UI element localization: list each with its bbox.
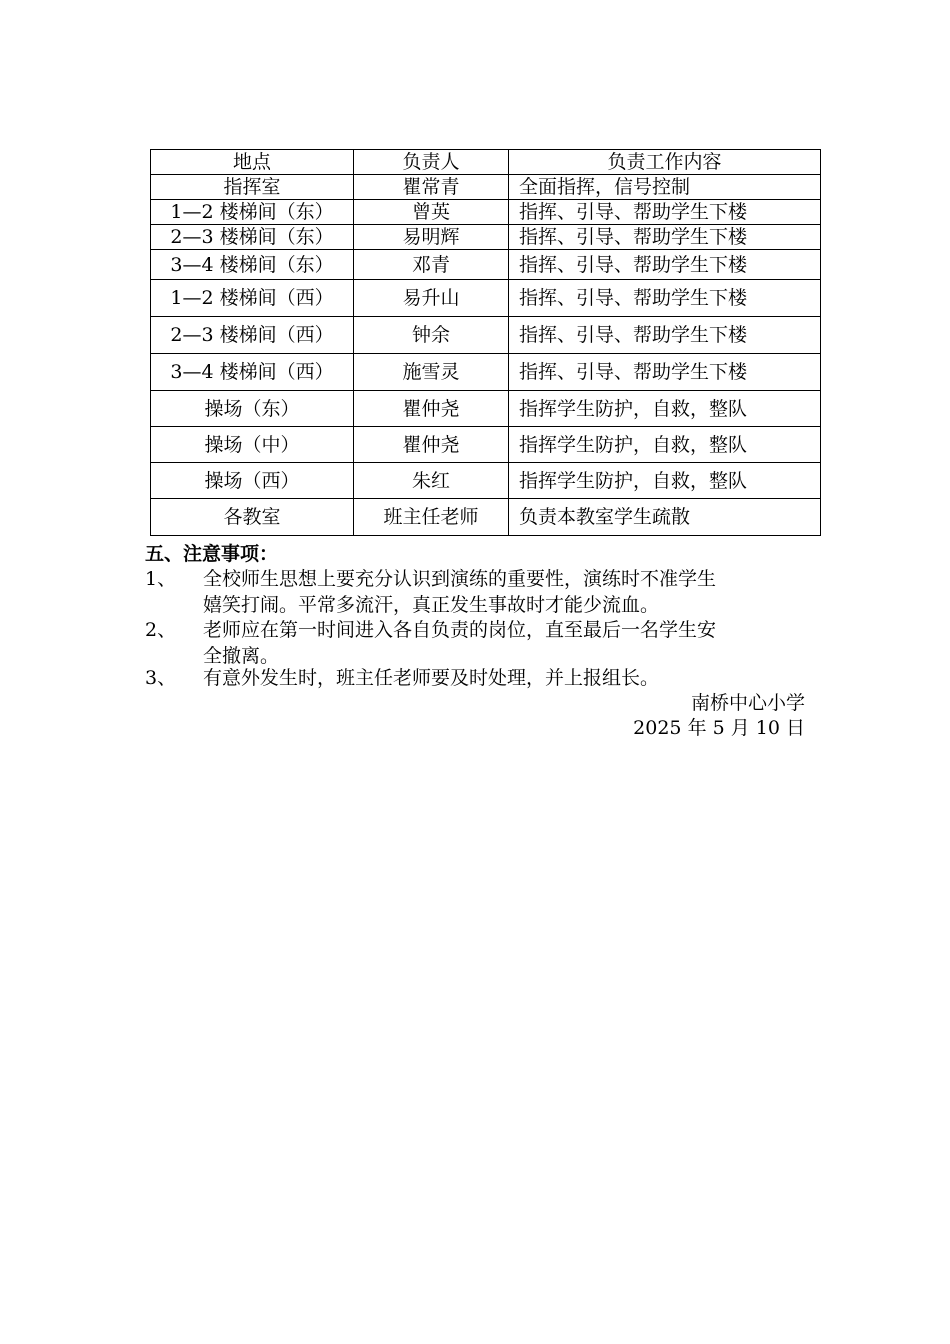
note-number: 2、 (145, 619, 177, 641)
table-row (151, 391, 821, 427)
cell-location: 操场（东） (151, 391, 354, 427)
cell-duty: 指挥、引导、帮助学生下楼 (509, 250, 821, 280)
cell-person: 瞿仲尧 (354, 391, 509, 427)
cell-person: 瞿仲尧 (354, 427, 509, 463)
cell-location: 1—2 楼梯间（东） (151, 200, 354, 225)
duty-table (150, 149, 821, 536)
cell-location: 操场（西） (151, 463, 354, 499)
table-row (151, 225, 821, 250)
cell-person: 朱红 (354, 463, 509, 499)
cell-person: 施雪灵 (354, 354, 509, 391)
cell-location: 3—4 楼梯间（西） (151, 354, 354, 391)
cell-person: 易明辉 (354, 225, 509, 250)
table-row (151, 354, 821, 391)
table-row (151, 463, 821, 499)
cell-person: 易升山 (354, 280, 509, 317)
table-row (151, 250, 821, 280)
cell-duty: 负责本教室学生疏散 (509, 499, 821, 536)
cell-location: 操场（中） (151, 427, 354, 463)
cell-person: 邓青 (354, 250, 509, 280)
note-line: 全校师生思想上要充分认识到演练的重要性，演练时不准学生 (203, 568, 717, 590)
note-item (145, 566, 810, 618)
cell-duty: 指挥、引导、帮助学生下楼 (509, 354, 821, 391)
cell-duty: 全面指挥，信号控制 (509, 175, 821, 200)
cell-person: 瞿常青 (354, 175, 509, 200)
cell-duty: 指挥学生防护，自救，整队 (509, 463, 821, 499)
cell-duty: 指挥、引导、帮助学生下楼 (509, 200, 821, 225)
signature-date: 2025 年 5 月 10 日 (633, 717, 805, 739)
notes-heading: 五、注意事项： (145, 543, 279, 565)
header-location: 地点 (151, 150, 354, 175)
note-line: 全撤离。 (203, 645, 280, 667)
cell-duty: 指挥学生防护，自救，整队 (509, 391, 821, 427)
note-text (203, 566, 813, 618)
cell-location: 各教室 (151, 499, 354, 536)
cell-location: 指挥室 (151, 175, 354, 200)
cell-location: 2—3 楼梯间（西） (151, 317, 354, 354)
note-item (145, 617, 810, 669)
cell-person: 钟余 (354, 317, 509, 354)
header-person: 负责人 (354, 150, 509, 175)
cell-location: 3—4 楼梯间（东） (151, 250, 354, 280)
table-row (151, 499, 821, 536)
cell-person: 班主任老师 (354, 499, 509, 536)
table-row (151, 427, 821, 463)
table-row (151, 280, 821, 317)
cell-duty: 指挥学生防护，自救，整队 (509, 427, 821, 463)
table-row (151, 200, 821, 225)
note-line: 有意外发生时，班主任老师要及时处理，并上报组长。 (203, 667, 660, 689)
cell-person: 曾英 (354, 200, 509, 225)
table-row (151, 317, 821, 354)
note-item (145, 665, 810, 691)
note-number: 1、 (145, 568, 177, 590)
cell-duty: 指挥、引导、帮助学生下楼 (509, 280, 821, 317)
table-header-row (151, 150, 821, 175)
note-text (203, 665, 813, 691)
cell-duty: 指挥、引导、帮助学生下楼 (509, 317, 821, 354)
note-line: 嬉笑打闹。平常多流汗，真正发生事故时才能少流血。 (203, 594, 660, 616)
signature-org: 南桥中心小学 (690, 692, 805, 714)
note-text (203, 617, 813, 669)
cell-location: 1—2 楼梯间（西） (151, 280, 354, 317)
header-duty: 负责工作内容 (509, 150, 821, 175)
note-line: 老师应在第一时间进入各自负责的岗位，直至最后一名学生安 (203, 619, 717, 641)
note-number: 3、 (145, 667, 177, 689)
cell-duty: 指挥、引导、帮助学生下楼 (509, 225, 821, 250)
table-row (151, 175, 821, 200)
cell-location: 2—3 楼梯间（东） (151, 225, 354, 250)
